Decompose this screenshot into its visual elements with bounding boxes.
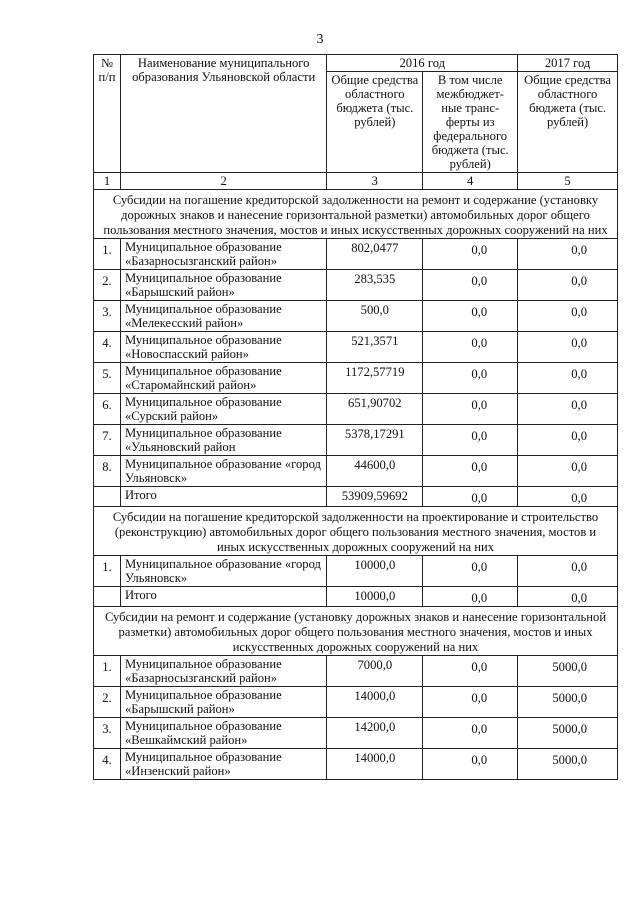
- municipality-name: Муниципальное образование «Сурский район»: [120, 394, 326, 425]
- page-number: 3: [316, 32, 324, 47]
- table-row: [94, 718, 618, 749]
- total-num-empty: [94, 587, 121, 607]
- total-row: [94, 587, 618, 607]
- federal-transfers-2016: 0,0: [423, 332, 518, 363]
- federal-transfers-2016: 0,0: [423, 363, 518, 394]
- header-index-1: 1: [94, 173, 121, 190]
- regional-budget-2017: 0,0: [518, 425, 618, 456]
- header-index-3: 3: [327, 173, 423, 190]
- federal-transfers-2016: 0,0: [423, 301, 518, 332]
- row-number: 3.: [94, 718, 121, 749]
- regional-budget-2017: 5000,0: [518, 718, 618, 749]
- table-row: [94, 301, 618, 332]
- header-year-2017: 2017 год: [518, 55, 618, 72]
- regional-budget-2016: 5378,17291: [327, 425, 423, 456]
- regional-budget-2016: 802,0477: [327, 239, 423, 270]
- regional-budget-2017: 0,0: [518, 301, 618, 332]
- federal-transfers-2016: 0,0: [423, 425, 518, 456]
- row-number: 1.: [94, 656, 121, 687]
- federal-transfers-2016: 0,0: [423, 456, 518, 487]
- municipality-name: Муниципальное образование «Базарносызганский район»: [120, 656, 326, 687]
- regional-budget-2016: 500,0: [327, 301, 423, 332]
- municipality-name: Муниципальное образование «Барышский район»: [120, 270, 326, 301]
- municipality-name: Муниципальное образование «Старомайнский район»: [120, 363, 326, 394]
- regional-budget-2017: 0,0: [518, 239, 618, 270]
- table-row: [94, 456, 618, 487]
- regional-budget-2016: 1172,57719: [327, 363, 423, 394]
- regional-budget-2016: 521,3571: [327, 332, 423, 363]
- total-regional-2016: 53909,59692: [327, 487, 423, 507]
- row-number: 7.: [94, 425, 121, 456]
- municipality-name: Муниципальное образование «Инзенский район»: [120, 749, 326, 780]
- table-row: [94, 425, 618, 456]
- total-regional-2017: 0,0: [518, 587, 618, 607]
- table-row: [94, 363, 618, 394]
- total-regional-2017: 0,0: [518, 487, 618, 507]
- federal-transfers-2016: 0,0: [423, 656, 518, 687]
- municipality-name: Муниципальное образование «Мелекесский район»: [120, 301, 326, 332]
- regional-budget-2016: 14000,0: [327, 687, 423, 718]
- row-number: 4.: [94, 332, 121, 363]
- section-title: Субсидии на погашение кредиторской задолженности на проектирование и строительство (реконструкцию) автомобильных дорог общего пользования местного значения, мостов и иных искусственных дорожных сооружений на них: [94, 507, 618, 556]
- row-number: 8.: [94, 456, 121, 487]
- regional-budget-2016: 10000,0: [327, 556, 423, 587]
- row-number: 2.: [94, 270, 121, 301]
- total-federal-2016: 0,0: [423, 587, 518, 607]
- municipality-name: Муниципальное образование «Вешкаймский район»: [120, 718, 326, 749]
- municipality-name: Муниципальное образование «Ульяновский район: [120, 425, 326, 456]
- section-title-row: [94, 507, 618, 556]
- table-row: [94, 687, 618, 718]
- regional-budget-2016: 283,535: [327, 270, 423, 301]
- header-num: № п/п: [94, 55, 121, 173]
- total-regional-2016: 10000,0: [327, 587, 423, 607]
- subsidies-table: [93, 54, 618, 780]
- regional-budget-2017: 0,0: [518, 270, 618, 301]
- regional-budget-2017: 5000,0: [518, 687, 618, 718]
- table-row: [94, 239, 618, 270]
- section-title-row: [94, 190, 618, 239]
- table-body: [94, 190, 618, 780]
- regional-budget-2016: 14000,0: [327, 749, 423, 780]
- section-title: Субсидии на погашение кредиторской задолженности на ремонт и содержание (установку дорожных знаков и нанесение горизонтальной разметки) автомобильных дорог общего пользования местного значения, мостов и иных искусственных дорожных сооружений на них: [94, 190, 618, 239]
- municipality-name: Муниципальное образование «город Ульяновск»: [120, 556, 326, 587]
- table-row: [94, 270, 618, 301]
- federal-transfers-2016: 0,0: [423, 718, 518, 749]
- regional-budget-2016: 14200,0: [327, 718, 423, 749]
- municipality-name: Муниципальное образование «Новоспасский район»: [120, 332, 326, 363]
- header-index-2: 2: [120, 173, 326, 190]
- total-federal-2016: 0,0: [423, 487, 518, 507]
- federal-transfers-2016: 0,0: [423, 556, 518, 587]
- municipality-name: Муниципальное образование «Базарносызганский район»: [120, 239, 326, 270]
- regional-budget-2016: 44600,0: [327, 456, 423, 487]
- federal-transfers-2016: 0,0: [423, 239, 518, 270]
- regional-budget-2017: 5000,0: [518, 749, 618, 780]
- section-title-row: [94, 607, 618, 656]
- federal-transfers-2016: 0,0: [423, 270, 518, 301]
- section-title: Субсидии на ремонт и содержание (установку дорожных знаков и нанесение горизонтальной разметки) автомобильных дорог общего пользования местного значения, мостов и иных искусственных дорожных сооружений на них: [94, 607, 618, 656]
- header-name: Наименование муниципального образования Ульяновской области: [120, 55, 326, 173]
- table-row: [94, 556, 618, 587]
- municipality-name: Муниципальное образование «город Ульяновск»: [120, 456, 326, 487]
- header-year-2016: 2016 год: [327, 55, 518, 72]
- row-number: 6.: [94, 394, 121, 425]
- regional-budget-2017: 0,0: [518, 556, 618, 587]
- row-number: 3.: [94, 301, 121, 332]
- federal-transfers-2016: 0,0: [423, 394, 518, 425]
- header-index-5: 5: [518, 173, 618, 190]
- regional-budget-2017: 0,0: [518, 332, 618, 363]
- total-label: Итого: [120, 487, 326, 507]
- regional-budget-2017: 0,0: [518, 456, 618, 487]
- table-row: [94, 749, 618, 780]
- regional-budget-2017: 0,0: [518, 394, 618, 425]
- regional-budget-2017: 0,0: [518, 363, 618, 394]
- regional-budget-2017: 5000,0: [518, 656, 618, 687]
- total-label: Итого: [120, 587, 326, 607]
- row-number: 5.: [94, 363, 121, 394]
- federal-transfers-2016: 0,0: [423, 749, 518, 780]
- federal-transfers-2016: 0,0: [423, 687, 518, 718]
- header-col-5: Общие средства областного бюджета (тыс. рублей): [518, 72, 618, 173]
- regional-budget-2016: 651,90702: [327, 394, 423, 425]
- row-number: 2.: [94, 687, 121, 718]
- table-row: [94, 656, 618, 687]
- regional-budget-2016: 7000,0: [327, 656, 423, 687]
- header-index-4: 4: [423, 173, 518, 190]
- row-number: 4.: [94, 749, 121, 780]
- header-col-3: Общие средства областного бюджета (тыс. рублей): [327, 72, 423, 173]
- total-row: [94, 487, 618, 507]
- municipality-name: Муниципальное образование «Барышский район»: [120, 687, 326, 718]
- header-col-4: В том числе межбюджет-ные транс-ферты из федерального бюджета (тыс. рублей): [423, 72, 518, 173]
- row-number: 1.: [94, 239, 121, 270]
- table-row: [94, 394, 618, 425]
- total-num-empty: [94, 487, 121, 507]
- table-row: [94, 332, 618, 363]
- row-number: 1.: [94, 556, 121, 587]
